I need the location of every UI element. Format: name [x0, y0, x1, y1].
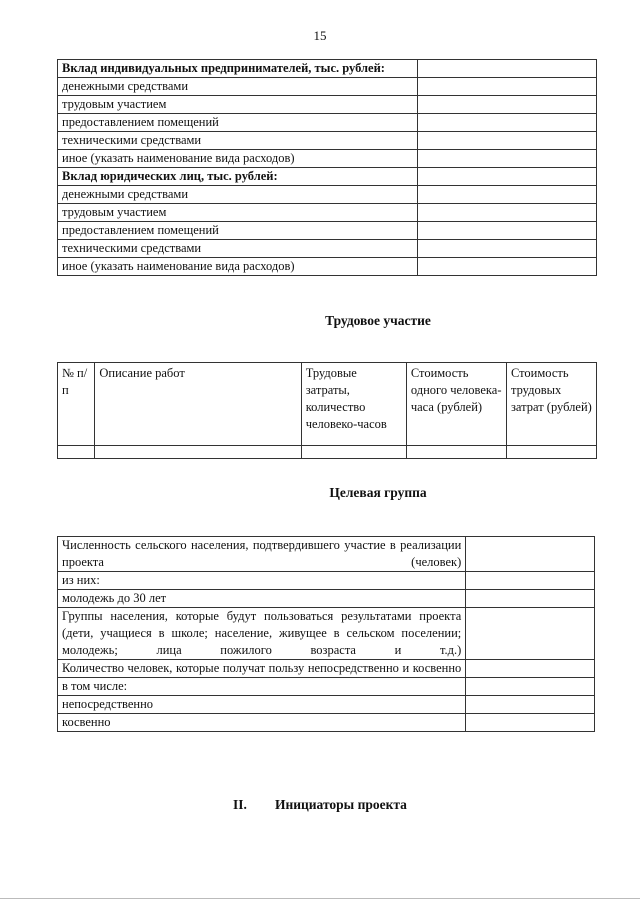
contribution-value-cell[interactable] [417, 96, 596, 114]
target-group-row [58, 537, 595, 572]
initiators-heading [0, 797, 640, 813]
contribution-label: иное (указать наименование вида расходов) [58, 258, 418, 276]
target-group-row [58, 660, 595, 678]
contribution-value-cell[interactable] [417, 150, 596, 168]
header-hour-cost: Стоимость одного человека-часа (рублей) [406, 363, 506, 446]
contribution-label: предоставлением помещений [58, 222, 418, 240]
target-group-label: косвенно [58, 714, 466, 732]
contribution-row [58, 78, 597, 96]
contribution-row [58, 96, 597, 114]
header-labor-cost-hours: Трудовые затраты, количество человеко-часов [301, 363, 406, 446]
target-group-label: непосредственно [58, 696, 466, 714]
labor-table-empty-row [58, 446, 597, 459]
contribution-value-cell[interactable] [417, 132, 596, 150]
contribution-row [58, 258, 597, 276]
contribution-label: Вклад юридических лиц, тыс. рублей: [58, 168, 418, 186]
target-group-label: из них: [58, 572, 466, 590]
contribution-row [58, 60, 597, 78]
target-group-value-cell[interactable] [466, 590, 595, 608]
target-group-value-cell[interactable] [466, 608, 595, 660]
contribution-row [58, 168, 597, 186]
contribution-label: иное (указать наименование вида расходов) [58, 150, 418, 168]
empty-cell[interactable] [58, 446, 95, 459]
labor-table [57, 362, 597, 459]
contribution-label: техническими средствами [58, 240, 418, 258]
contribution-value-cell[interactable] [417, 60, 596, 78]
page-bottom-edge [0, 898, 640, 899]
target-group-row [58, 608, 595, 660]
target-group-value-cell[interactable] [466, 660, 595, 678]
target-group-label: молодежь до 30 лет [58, 590, 466, 608]
target-group-row [58, 678, 595, 696]
contribution-value-cell[interactable] [417, 186, 596, 204]
target-group-value-cell[interactable] [466, 678, 595, 696]
target-group-row [58, 714, 595, 732]
contribution-label: предоставлением помещений [58, 114, 418, 132]
contribution-label: денежными средствами [58, 186, 418, 204]
contribution-row [58, 186, 597, 204]
contribution-label: трудовым участием [58, 96, 418, 114]
contribution-value-cell[interactable] [417, 258, 596, 276]
section-title: Инициаторы проекта [274, 797, 407, 812]
header-number: № п/п [58, 363, 95, 446]
target-group-heading: Целевая группа [329, 485, 427, 500]
contribution-label: Вклад индивидуальных предпринимателей, тыс. рублей: [58, 60, 418, 78]
section-number: II. [233, 797, 247, 812]
target-group-value-cell[interactable] [466, 572, 595, 590]
contribution-value-cell[interactable] [417, 222, 596, 240]
page-number: 15 [313, 28, 327, 43]
empty-cell[interactable] [301, 446, 406, 459]
target-group-value-cell[interactable] [466, 696, 595, 714]
header-work-description: Описание работ [95, 363, 301, 446]
contribution-row [58, 150, 597, 168]
labor-table-header-row [58, 363, 597, 446]
target-group-row [58, 696, 595, 714]
target-group-row [58, 590, 595, 608]
target-group-table [57, 536, 595, 732]
target-group-label: Группы населения, которые будут пользоваться результатами проекта (дети, учащиеся в школе; население, живущее в сельском поселении; молодежь; лица пожилого возраста и т.д.) [58, 608, 466, 660]
empty-cell[interactable] [506, 446, 596, 459]
contribution-label: техническими средствами [58, 132, 418, 150]
contribution-row [58, 240, 597, 258]
target-group-value-cell[interactable] [466, 537, 595, 572]
contribution-value-cell[interactable] [417, 240, 596, 258]
target-group-label: Численность сельского населения, подтвердившего участие в реализации проекта (человек) [58, 537, 466, 572]
contributions-table [57, 59, 597, 276]
contribution-value-cell[interactable] [417, 204, 596, 222]
contribution-value-cell[interactable] [417, 168, 596, 186]
empty-cell[interactable] [95, 446, 301, 459]
contribution-value-cell[interactable] [417, 78, 596, 96]
contribution-row [58, 114, 597, 132]
contribution-label: трудовым участием [58, 204, 418, 222]
header-total-labor-cost: Стоимость трудовых затрат (рублей) [506, 363, 596, 446]
target-group-label: Количество человек, которые получат пользу непосредственно и косвенно [58, 660, 466, 678]
target-group-row [58, 572, 595, 590]
contribution-row [58, 204, 597, 222]
contribution-row [58, 222, 597, 240]
contribution-row [58, 132, 597, 150]
labor-participation-heading: Трудовое участие [325, 313, 431, 328]
empty-cell[interactable] [406, 446, 506, 459]
target-group-label: в том числе: [58, 678, 466, 696]
contribution-value-cell[interactable] [417, 114, 596, 132]
target-group-value-cell[interactable] [466, 714, 595, 732]
contribution-label: денежными средствами [58, 78, 418, 96]
